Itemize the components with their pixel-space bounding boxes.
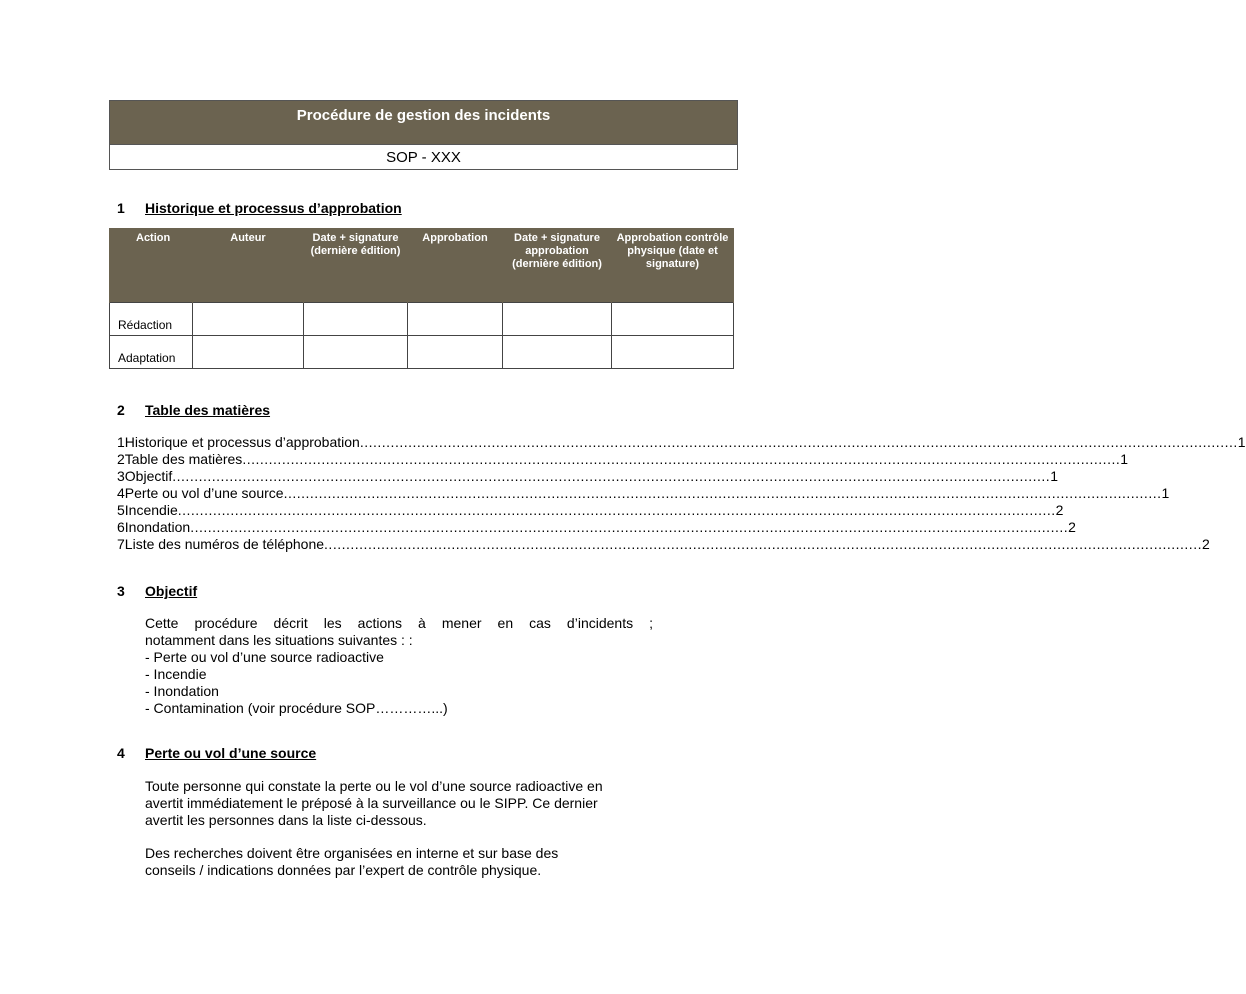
objectif-paragraph xyxy=(145,615,653,717)
objectif-line: notamment dans les situations suivantes : : xyxy=(145,632,413,648)
toc-number: 2 xyxy=(117,451,125,467)
toc-page: 1 xyxy=(1237,434,1246,450)
section-4-number: 4 xyxy=(117,745,125,761)
header-action: Action xyxy=(110,228,193,303)
toc-label: Inondation xyxy=(124,519,191,535)
perte-paragraph-2 xyxy=(145,845,653,879)
perte-paragraph-1 xyxy=(145,778,653,829)
section-3-number: 3 xyxy=(117,583,125,599)
paragraph-line: Toute personne qui constate la perte ou le vol d’une source radioactive en xyxy=(145,778,603,794)
toc-page: 1 xyxy=(1120,451,1129,467)
title-block xyxy=(109,100,738,170)
table-cell[interactable] xyxy=(612,303,734,336)
table-cell[interactable] xyxy=(612,336,734,369)
toc-leader: ........................................................................................................................................................................................................ xyxy=(177,502,1056,518)
list-item: - Perte ou vol d’une source radioactive xyxy=(145,649,384,665)
toc-leader: ........................................................................................................................................................................................................ xyxy=(242,451,1121,467)
section-2-title: Table des matières xyxy=(145,402,271,418)
objectif-line: Cette procédure décrit les actions à mener en cas d’incidents ; xyxy=(145,615,653,631)
table-of-contents xyxy=(117,434,1246,553)
header-controle-physique: Approbation contrôle physique (date et signature) xyxy=(612,228,734,303)
toc-label: Perte ou vol d’une source xyxy=(124,485,284,501)
table-row xyxy=(110,336,734,369)
table-cell[interactable] xyxy=(503,336,612,369)
toc-entry[interactable] xyxy=(117,519,1076,536)
section-1-number: 1 xyxy=(117,200,125,216)
approval-header-row xyxy=(110,228,734,303)
table-cell[interactable] xyxy=(408,336,503,369)
row-adaptation-label: Adaptation xyxy=(110,336,193,369)
toc-label: Liste des numéros de téléphone xyxy=(124,536,325,552)
section-4-title: Perte ou vol d’une source xyxy=(145,745,317,761)
toc-leader: ........................................................................................................................................................................................................ xyxy=(359,434,1238,450)
table-cell[interactable] xyxy=(193,303,304,336)
table-cell[interactable] xyxy=(304,336,408,369)
paragraph-line: avertit immédiatement le préposé à la surveillance ou le SIPP. Ce dernier xyxy=(145,795,598,811)
toc-page: 1 xyxy=(1161,485,1170,501)
row-redaction-label: Rédaction xyxy=(110,303,193,336)
toc-number: 4 xyxy=(117,485,125,501)
toc-leader: ........................................................................................................................................................................................................ xyxy=(190,519,1069,535)
table-cell[interactable] xyxy=(503,303,612,336)
toc-leader: ........................................................................................................................................................................................................ xyxy=(324,536,1202,552)
toc-label: Incendie xyxy=(124,502,178,518)
toc-number: 7 xyxy=(117,536,125,552)
toc-label: Objectif xyxy=(124,468,173,484)
toc-label: Table des matières xyxy=(124,451,243,467)
toc-number: 3 xyxy=(117,468,125,484)
toc-page: 2 xyxy=(1055,502,1064,518)
toc-entry[interactable] xyxy=(117,502,1064,519)
table-cell[interactable] xyxy=(193,336,304,369)
table-row xyxy=(110,303,734,336)
header-approbation: Approbation xyxy=(408,228,503,303)
header-auteur: Auteur xyxy=(193,228,304,303)
toc-leader: ........................................................................................................................................................................................................ xyxy=(283,485,1162,501)
toc-label: Historique et processus d’approbation xyxy=(124,434,360,450)
toc-entry[interactable] xyxy=(117,451,1129,468)
document-title: Procédure de gestion des incidents xyxy=(109,100,738,144)
table-cell[interactable] xyxy=(408,303,503,336)
toc-entry[interactable] xyxy=(117,485,1170,502)
toc-entry[interactable] xyxy=(117,468,1058,485)
toc-number: 1 xyxy=(117,434,125,450)
list-item: - Incendie xyxy=(145,666,207,682)
section-1-title: Historique et processus d’approbation xyxy=(145,200,402,216)
table-cell[interactable] xyxy=(304,303,408,336)
toc-page: 2 xyxy=(1068,519,1076,535)
toc-number: 6 xyxy=(117,519,125,535)
toc-number: 5 xyxy=(117,502,125,518)
toc-page: 1 xyxy=(1050,468,1058,484)
toc-page: 2 xyxy=(1201,536,1210,552)
list-item: - Inondation xyxy=(145,683,219,699)
approval-table xyxy=(109,228,734,369)
paragraph-line: conseils / indications données par l’expert de contrôle physique. xyxy=(145,862,542,878)
section-3-title: Objectif xyxy=(145,583,198,599)
toc-entry[interactable] xyxy=(117,434,1246,451)
sop-reference: SOP - XXX xyxy=(109,144,738,170)
toc-entry[interactable] xyxy=(117,536,1210,553)
header-date-signature: Date + signature (dernière édition) xyxy=(304,228,408,303)
toc-leader: ........................................................................................................................................................................................................ xyxy=(172,468,1051,484)
paragraph-line: Des recherches doivent être organisées en interne et sur base des xyxy=(145,845,559,861)
list-item: - Contamination (voir procédure SOP…………...) xyxy=(145,700,448,716)
section-2-number: 2 xyxy=(117,402,125,418)
header-date-approbation: Date + signature approbation (dernière édition) xyxy=(503,228,612,303)
paragraph-line: avertit les personnes dans la liste ci-dessous. xyxy=(145,812,427,828)
